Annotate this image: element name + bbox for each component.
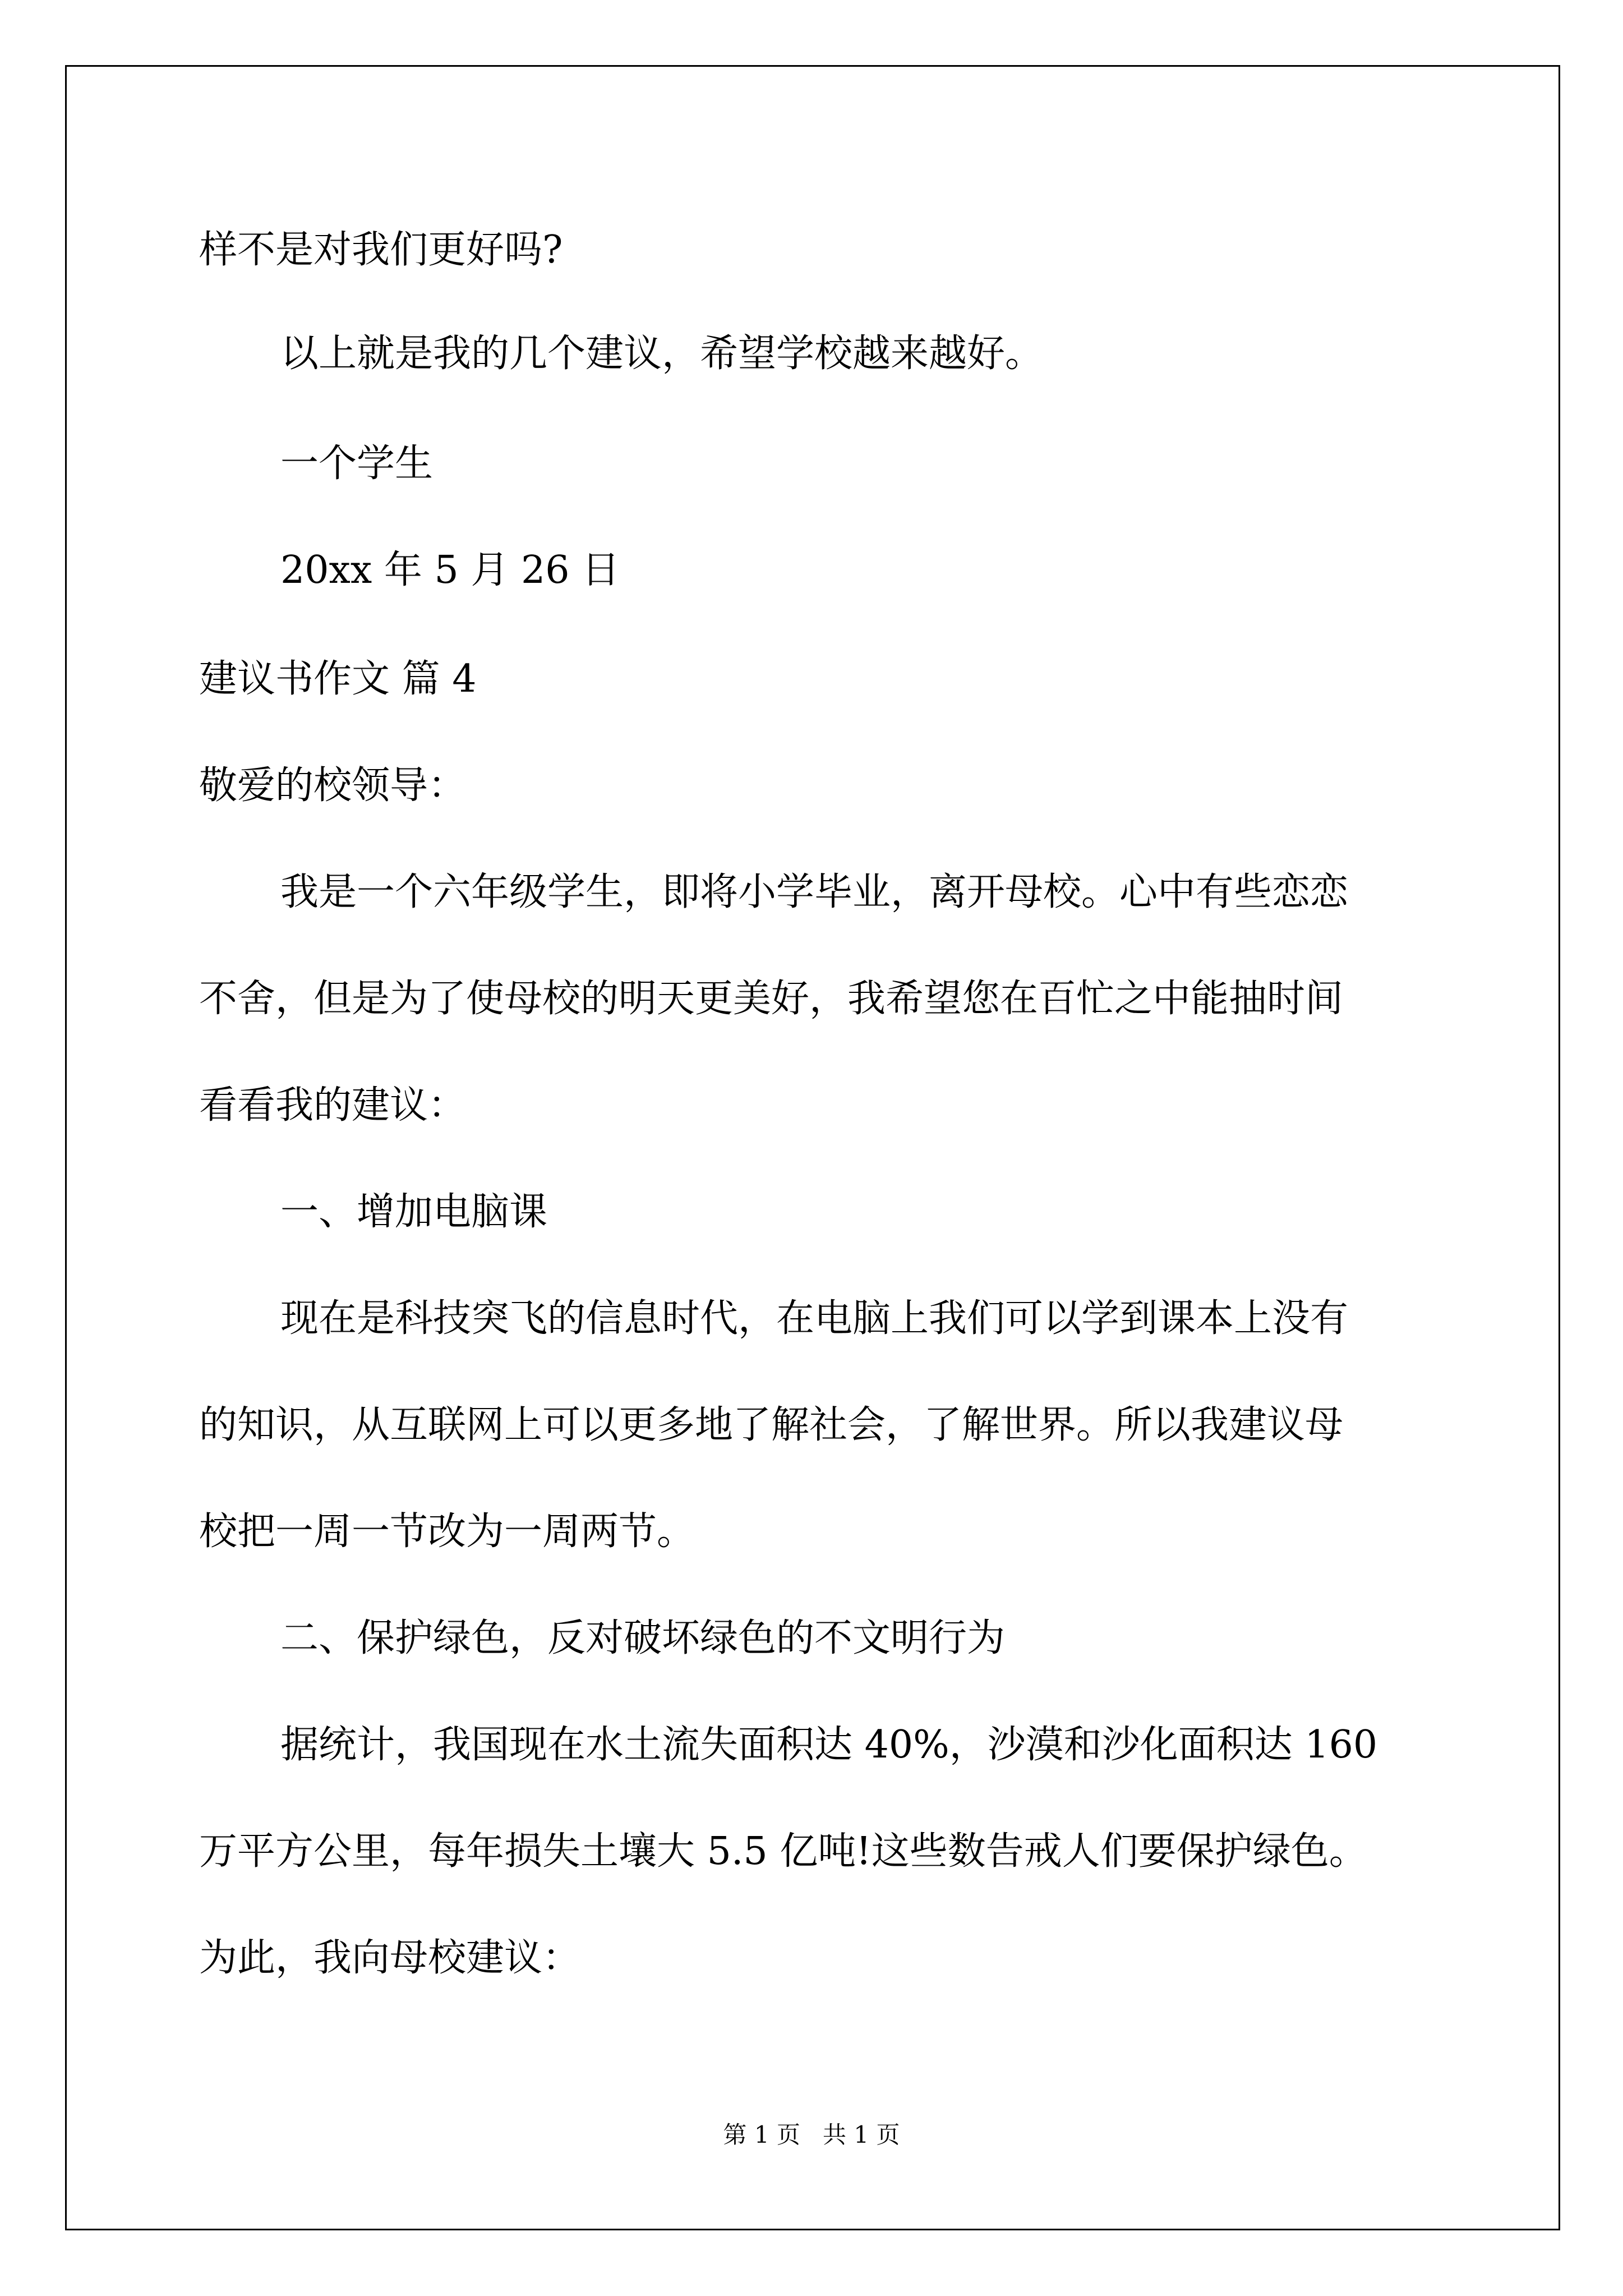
page-number: 第 1 页 共 1 页 bbox=[723, 2121, 900, 2148]
salutation: 敬爱的校领导： bbox=[199, 763, 467, 808]
text-line-12: 的知识，从互联网上可以更多地了解社会，了解世界。所以我建议母 bbox=[199, 1403, 1344, 1447]
text-line-16: 万平方公里，每年损失土壤大 5.5 亿吨!这些数告戒人们要保护绿色。 bbox=[199, 1829, 1367, 1874]
item-heading-1: 一、增加电脑课 bbox=[280, 1190, 548, 1234]
text-line-17: 为此，我向母校建议： bbox=[199, 1936, 581, 1980]
text-line-2: 以上就是我的几个建议，希望学校越来越好。 bbox=[280, 332, 1044, 376]
item-heading-2: 二、保护绿色，反对破坏绿色的不文明行为 bbox=[280, 1616, 1006, 1660]
signature-line: 一个学生 bbox=[280, 441, 434, 486]
section-heading: 建议书作文 篇 4 bbox=[199, 657, 477, 701]
text-line-11: 现在是科技突飞的信息时代，在电脑上我们可以学到课本上没有 bbox=[280, 1296, 1349, 1341]
text-line-13: 校把一周一节改为一周两节。 bbox=[199, 1510, 695, 1554]
page-border bbox=[65, 65, 1560, 2230]
text-line-15: 据统计，我国现在水土流失面积达 40%，沙漠和沙化面积达 160 bbox=[280, 1723, 1378, 1767]
text-line-1: 样不是对我们更好吗? bbox=[199, 228, 563, 272]
text-line-7: 我是一个六年级学生，即将小学毕业，离开母校。心中有些恋恋 bbox=[280, 870, 1349, 914]
text-line-9: 看看我的建议： bbox=[199, 1083, 467, 1128]
text-line-8: 不舍，但是为了使母校的明天更美好，我希望您在百忙之中能抽时间 bbox=[199, 977, 1344, 1021]
date-line: 20xx 年 5 月 26 日 bbox=[280, 548, 620, 592]
